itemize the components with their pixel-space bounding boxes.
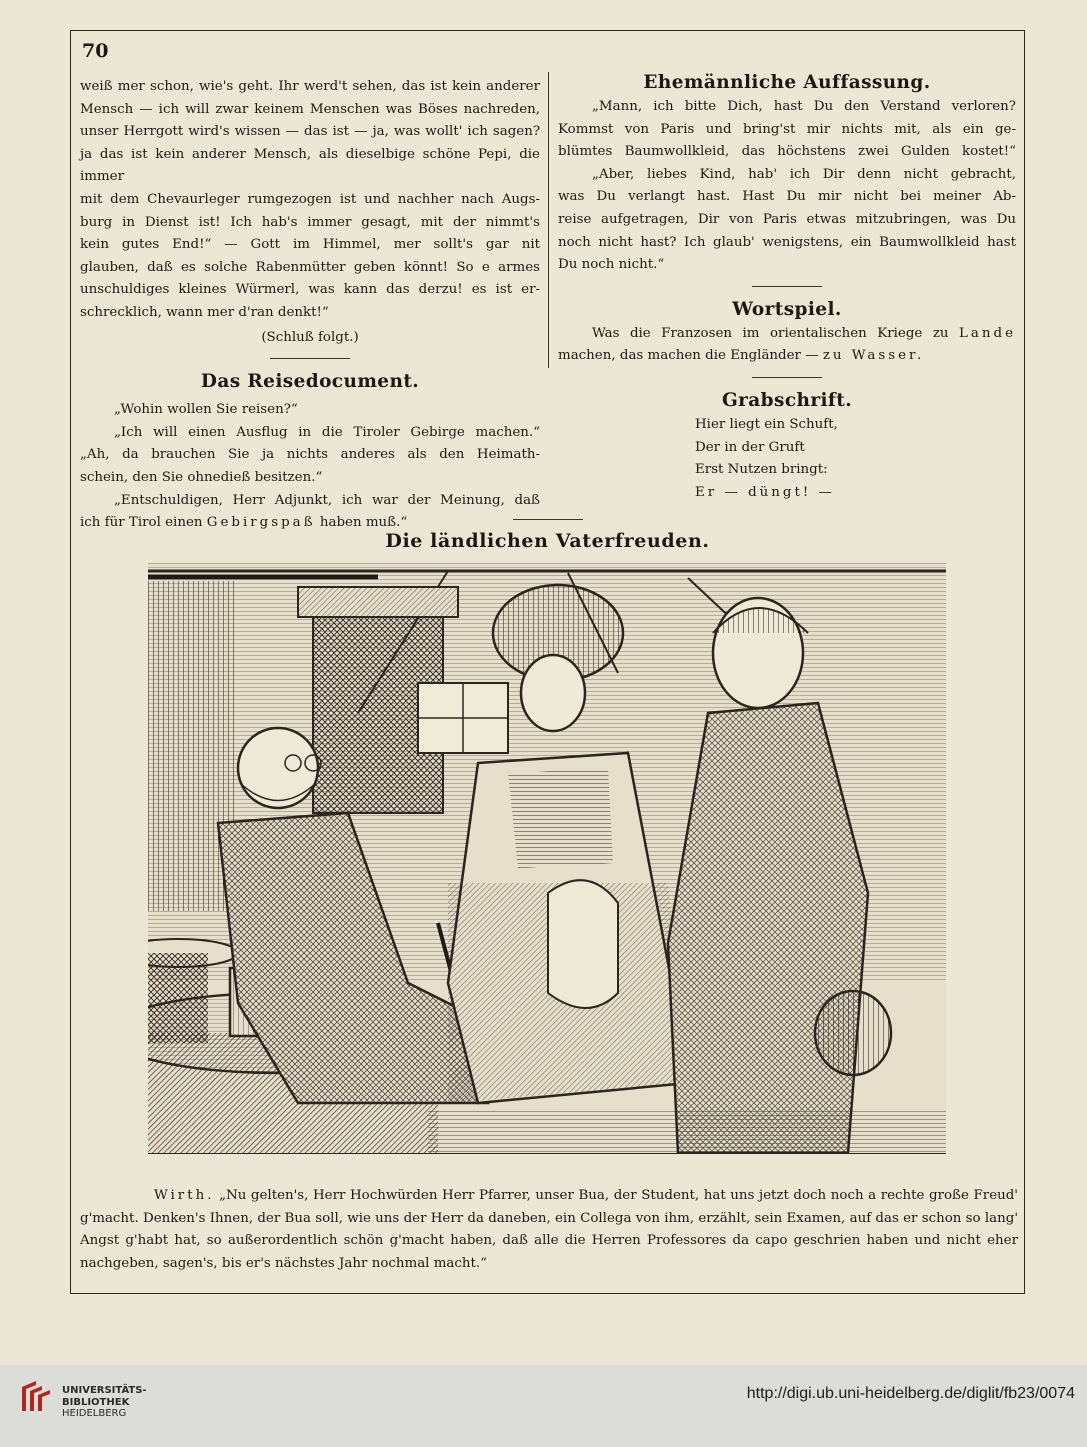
illustration-caption: [80, 1185, 1018, 1275]
to-be-continued: (Schluß folgt.): [261, 329, 359, 345]
dialogue-line: reise aufgetragen, Dir von Paris etwas mitzubringen, was Du: [558, 211, 1016, 227]
story-line: unser Herrgott wird's wissen — das ist — ja, was wollt' ich sagen?: [80, 124, 540, 140]
dialogue-line: „Entschuldigen, Herr Adjunkt, ich war der Meinung, daß: [114, 492, 540, 508]
page-number: 70: [82, 40, 109, 62]
ehemaennliche-heading: Ehemännliche Auffassung.: [643, 72, 931, 93]
story-line: schrecklich, wann mer d'ran denkt!“: [80, 304, 329, 320]
dialogue-line: „Aber, liebes Kind, hab' ich Dir denn nicht gebracht,: [592, 166, 1016, 182]
story-line: kein gutes End!“ — Gott im Himmel, mer sollt's gar nit: [80, 237, 540, 253]
institution-line: UNIVERSITÄTS-: [62, 1385, 147, 1396]
source-url-link[interactable]: http://digi.ub.uni-heidelberg.de/diglit/fb23/0074: [746, 1385, 1075, 1402]
institution-line: BIBLIOTHEK: [62, 1396, 130, 1408]
wortspiel-line: [558, 345, 1016, 368]
feature-title: Die ländlichen Vaterfreuden.: [385, 530, 710, 552]
punchline-end: haben muß.“: [315, 515, 408, 531]
grabschrift-heading: Grabschrift.: [721, 389, 853, 411]
university-library-logo-icon[interactable]: [18, 1379, 54, 1415]
punchline-spaced-word: Gebirgspaß: [206, 515, 316, 531]
punchline-start: ich für Tirol einen: [80, 515, 207, 531]
story-line: mit dem Chevaurleger rumgezogen ist und nachher nach Augs-: [80, 191, 540, 207]
story-line: Mensch — ich will zwar keinem Menschen was Böses nachreden,: [80, 101, 540, 117]
section-divider: [270, 358, 350, 359]
dialogue-line: Du noch nicht.“: [558, 257, 665, 273]
story-line: ja das ist kein anderer Mensch, als dieselbige schöne Pepi, die immer: [80, 146, 540, 185]
reisedocument-heading: Das Reisedocument.: [200, 371, 420, 393]
dialogue-line: schein, den Sie ohnedieß besitzen.“: [80, 469, 323, 485]
poem-line-final: Er — düngt! —: [695, 484, 835, 500]
dialogue-line: Kommst von Paris und bring'st mir nichts mit, als ein ge-: [558, 121, 1016, 137]
dialogue-line: was Du verlangt hast. Hast Du mir nicht bei meiner Ab-: [558, 189, 1016, 205]
wortspiel-spaced-word: zu Wasser.: [822, 348, 925, 364]
wortspiel-heading: Wortspiel.: [732, 298, 842, 320]
dialogue-line: blümtes Baumwollkleid, das höchstens zwei Gulden kostet!“: [558, 144, 1016, 160]
wortspiel-line-start: Was die Franzosen im orientalischen Kriege zu: [592, 325, 959, 341]
right-column: [558, 72, 1016, 504]
caption-speaker: Wirth.: [154, 1188, 215, 1203]
story-line: burg in Dienst ist! Ich hab's immer gesagt, mit der nimmt's: [80, 214, 540, 230]
wortspiel-line: [558, 323, 1016, 346]
section-divider: [752, 377, 822, 378]
dialogue-line: „Wohin wollen Sie reisen?“: [114, 402, 298, 418]
wortspiel-line-start: machen, das machen die Engländer —: [558, 348, 823, 364]
title-divider: [513, 519, 583, 520]
dialogue-line: „Ich will einen Ausflug in die Tiroler Gebirge machen.“: [114, 424, 540, 440]
left-column: [80, 76, 540, 535]
dialogue-line: „Mann, ich bitte Dich, hast Du den Verstand verloren?: [592, 99, 1016, 114]
institution-line: HEIDELBERG: [62, 1408, 127, 1419]
dialogue-line: noch nicht hast? Ich glaub' wenigstens, ein Baumwollkleid hast: [558, 234, 1016, 250]
footer-bar: [0, 1365, 1087, 1447]
poem-line: Hier liegt ein Schuft,: [695, 416, 838, 432]
section-divider: [752, 286, 822, 287]
institution-name: [62, 1385, 147, 1420]
story-line: unschuldiges kleines Würmerl, was kann das derzu! es ist er-: [80, 282, 540, 298]
poem-line: Der in der Gruft: [695, 439, 805, 455]
dialogue-line: „Ah, da brauchen Sie ja nichts anderes als den Heimath-: [80, 447, 540, 463]
wortspiel-spaced-word: Lande: [959, 325, 1016, 341]
story-line: glauben, daß es solche Rabenmütter geben könnt! So e armes: [80, 259, 540, 275]
column-divider: [548, 72, 549, 368]
caption-text: „Nu gelten's, Herr Hochwürden Herr Pfarrer, unser Bua, der Student, hat uns jetzt doch noch a rechte große Freud' g'macht. Denken's Ihnen, der Bua soll, wie uns der Herr da daneben, ein Collega von ihm, erzählt, sein Examen, auf das er schon so lang' Angst g'habt hat, so außerordentlich schön g'macht haben, daß alle die Herren Professores da capo geschrien haben und nicht eher nachgeben, sagen's, bis er's nächstes Jahr nochmal macht.“: [80, 1188, 1018, 1271]
poem-line: Erst Nutzen bringt:: [695, 462, 828, 478]
story-line: weiß mer schon, wie's geht. Ihr werd't sehen, das ist kein anderer: [80, 79, 540, 94]
tavern-illustration: [148, 563, 946, 1154]
window: [418, 683, 508, 753]
